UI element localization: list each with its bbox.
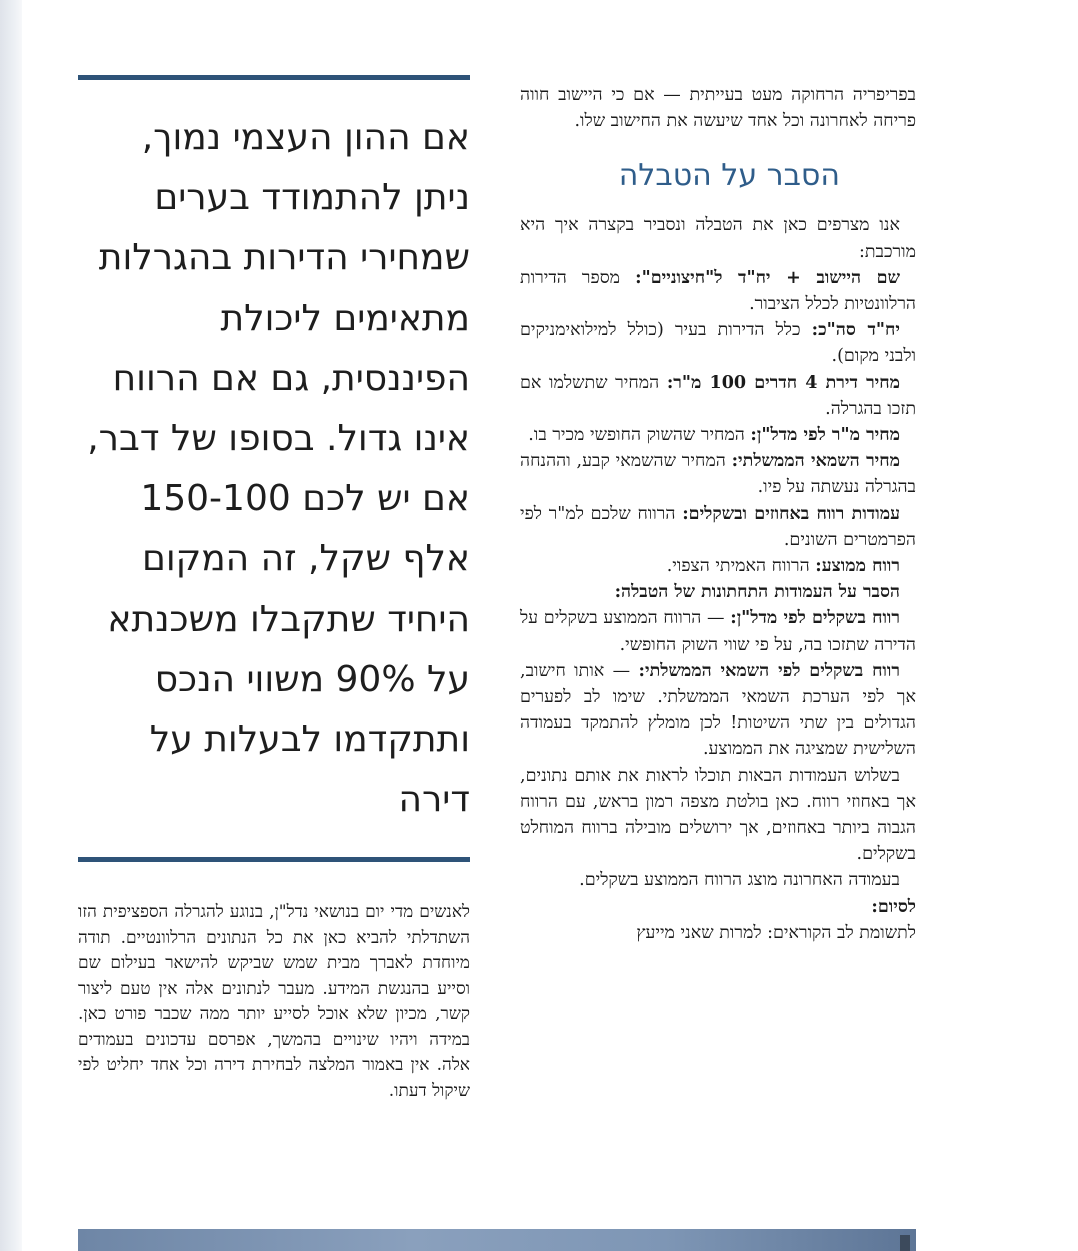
table-item-text: המחיר שהשמאי קבע, וההנחה בהגרלה נעשתה על פיו. (520, 451, 916, 498)
table-item-text: — הרווח הממוצע בשקלים על הדירה שתזכו בה, על פי שווי השוק החופשי. (520, 608, 916, 655)
table-item-text: הרווח שלכם למ"ר לפי הפרמטרים השונים. (520, 503, 916, 550)
table-item-term: מחיר מ"ר לפי מדל"ן: (750, 425, 900, 446)
table-item-text: — אותו חישוב, אך לפי הערכת השמאי הממשלתי. שימו לב לפערים הגדולים בין שתי השיטות! לכן מומלץ להתמקד בעמודה השלישית שמציגה את הממוצע. (520, 660, 916, 760)
section-title: הסבר על הטבלה (618, 158, 840, 194)
table-item-term: שם היישוב + יח"ד ל"חיצוניים": (635, 267, 900, 288)
table-item-text: הרווח האמיתי הצפוי. (666, 556, 816, 577)
table-item (520, 370, 916, 422)
pullquote: אם ההון העצמי נמוך, ניתן להתמודד בערים שמחירי הדירות בהגרלות מתאימים ליכולת הפיננסית, גם אם הרווח אינו גדול. בסופו של דבר, אם יש לכם 150-100 אלף שקל, זה המקום היחיד שתקבלו משכנתא על 90% משווי הנכס ותתקדמו לבעלות על דירה (87, 117, 470, 821)
table-item-term: רווח בשקלים לפי מדל"ן: (730, 608, 900, 629)
table-item-text: המחיר שהשוק החופשי מכיר בו. (528, 425, 751, 446)
table-item-term: מחיר השמאי הממשלתי: (731, 451, 900, 472)
table-item-text: מספר הדירות הרלוונטיות לכלל הציבור. (520, 267, 916, 315)
article-column (520, 82, 916, 946)
table-item (520, 501, 916, 553)
table-item-term: רווח ממוצע: (815, 556, 900, 577)
table-item (520, 317, 916, 369)
note-column (78, 900, 470, 1104)
table-item (520, 422, 916, 448)
intro-paragraph: בפריפריה הרחוקה מעט בעייתית — אם כי היישוב חווה פריחה לאחרונה וכל אחד שיעשה את החישוב שלו. (520, 85, 916, 132)
table-item (520, 553, 916, 579)
table-item-text: המחיר שתשלמו אם תזכו בהגרלה. (520, 372, 916, 419)
table-item-term: יח"ד סה"כ: (811, 320, 900, 341)
conclusion-text: לתשומת לב הקוראים: למרות שאני מייעץ (636, 922, 916, 943)
conclusion-label-text: לסיום: (871, 896, 916, 917)
table-item-term: עמודות רווח באחוזים ובשקלים: (682, 503, 900, 524)
table-intro-paragraph: אנו מצרפים כאן את הטבלה ונסביר בקצרה איך היא מורכבת: (520, 215, 916, 262)
table-item-term: מחיר דירת 4 חדרים 100 מ"ר: (666, 372, 900, 393)
table-item (520, 605, 916, 657)
table-item (520, 658, 916, 763)
percent-columns-paragraph: בשלוש העמודות הבאות תוכלו לראות את אותם נתונים, אך באחוזי רווח. כאן בולטת מצפה רמון בראש, עם הרווח הגבוה ביותר באחוזים, אך ירושלים מובילה ברווח המוחלט בשקלים. (520, 765, 916, 865)
table-item (520, 448, 916, 500)
photo-detail (900, 1235, 910, 1251)
table-item (520, 265, 916, 317)
table-item (520, 579, 916, 605)
table-item-term: רווח בשקלים לפי השמאי הממשלתי: (638, 660, 900, 681)
page-edge-strip (0, 0, 22, 1251)
pullquote-top-rule (78, 75, 470, 80)
table-item-text: כלל הדירות בעיר (כולל למילואימניקים ולבני מקום). (520, 320, 916, 367)
last-column-paragraph: בעמודה האחרונה מוצג הרווח הממוצע בשקלים. (579, 870, 900, 891)
bottom-photo (78, 1229, 916, 1251)
table-item-term: הסבר על העמודות התחתונות של הטבלה: (614, 582, 900, 603)
pullquote-bottom-rule (78, 857, 470, 862)
note-paragraph: לאנשים מדי יום בנושאי נדל"ן, בנוגע להגרלה הספציפית הזו השתדלתי להביא כאן את כל הנתונים הרלוונטיים. תודה מיוחדת לאברך מבית שמש שביקש להישאר בעילום שם וסייע בהנגשת המידע. מעבר לנתונים אלה אין טעם ליצור קשר, מכיון שלא אוכל לסייע יותר ממה שכבר פורט כאן. במידה ויהיו שינויים בהמשך, אפרסם עדכונים בעמודים אלה. אין באמור המלצה לבחירת דירה וכל אחד יחליט לפי שיקול דעתו. (78, 902, 470, 1101)
conclusion-label (520, 894, 916, 920)
